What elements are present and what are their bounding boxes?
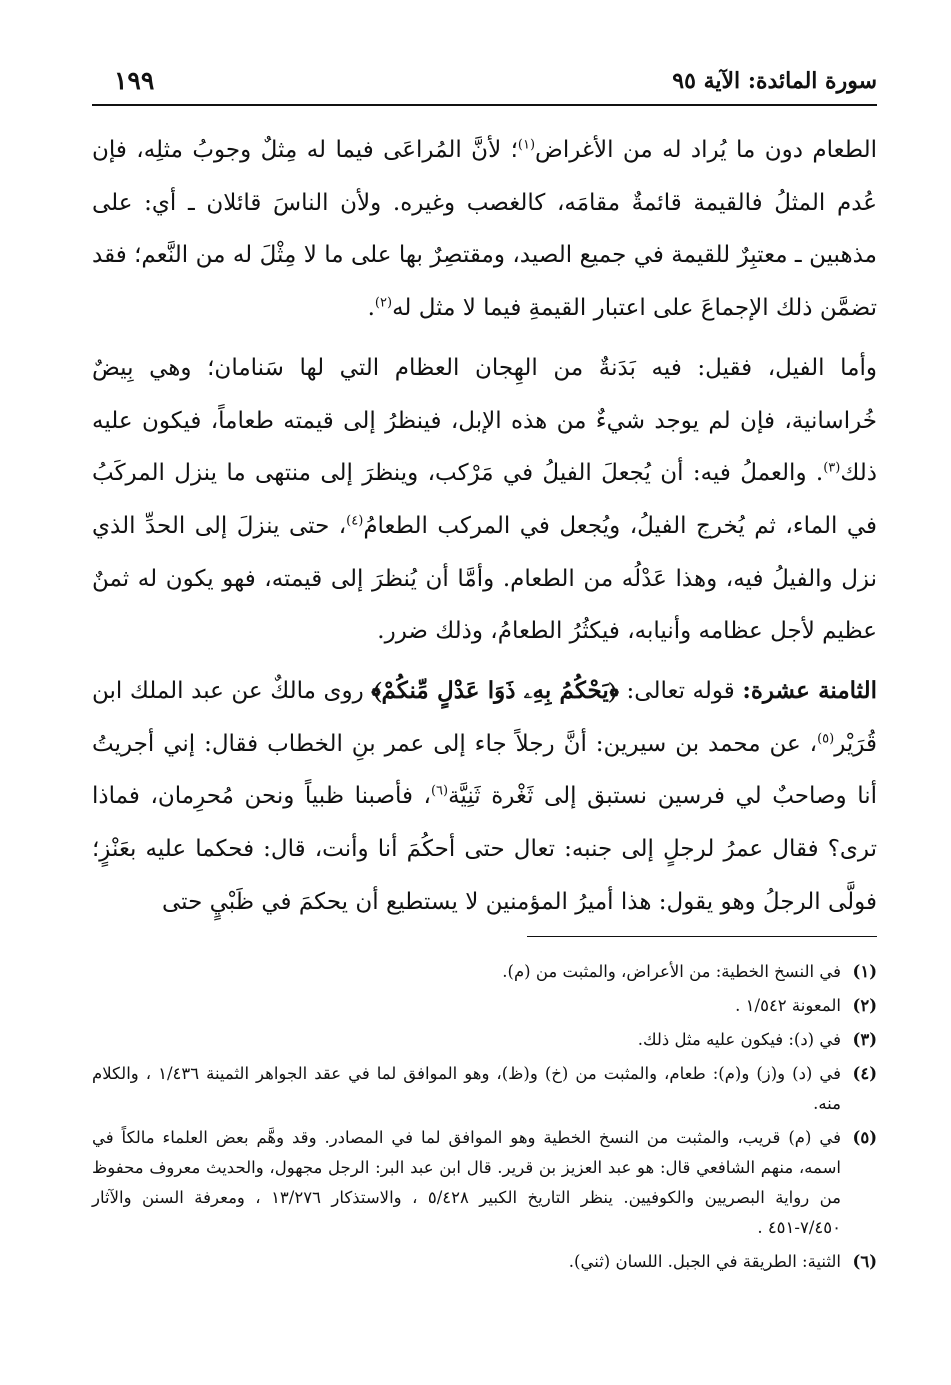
footnote-ref: (٣) (823, 460, 841, 476)
footnote-number: (١) (852, 961, 877, 981)
footnote-ref: (٦) (430, 783, 449, 799)
footnote-ref: (١) (517, 137, 536, 153)
footnote (92, 1059, 877, 1119)
footnote-number: (٣) (852, 1029, 877, 1049)
footnote-text: الثنية: الطريقة في الجبل. اللسان (ثني). (568, 1251, 841, 1271)
footnote-number: (٦) (852, 1251, 877, 1271)
text-run: ، حتى ينزلَ إلى الحدِّ الذي نزل والفيلُ فيه، وهذا عَدْلُه من الطعام. وأمَّا أن يُنظرَ إلى قيمته، فهو يكون له ثمنٌ عظيم لأجل عظامه وأنيابه، فيكثُرُ الطعامُ، وذلك ضرر. (92, 512, 877, 645)
main-text (92, 124, 877, 929)
footnote-text: في (د): فيكون عليه مثل ذلك. (637, 1029, 841, 1049)
text-run: روى مالكٌ عن عبد الملك ابن قُرَيْر (92, 678, 877, 757)
footnote-number: (٥) (852, 1127, 877, 1147)
paragraph (92, 124, 877, 335)
footnote-text: المعونة ١/٥٤٢ . (735, 995, 841, 1015)
quran-quote: ﴿يَحْكُمُ بِهِۦ ذَوَا عَدْلٍ مِّنكُمْ﴾ (371, 677, 619, 705)
footnote (92, 991, 877, 1021)
footnote-text: في النسخ الخطية: من الأعراض، والمثبت من (م). (502, 961, 841, 981)
text-run: ؛ لأنَّ المُراعَى فيما له مِثلٌ وجوبُ مثلِه، فإن عُدم المثلُ فالقيمة قائمةٌ مقامَه، كالغصب وغيره. ولأن الناسَ قائلان ـ أي: على مذهبين ـ معتبِرٌ للقيمة في جميع الصيد، ومقتصِرٌ بها على ما لا مِثْلَ له من النَّعم؛ فقد تضمَّن ذلك الإجماعَ على اعتبار القيمةِ فيما لا مثل له (92, 137, 877, 322)
footnotes (92, 957, 877, 1277)
text-run: ، عن محمد بن سيرين: أنَّ رجلاً جاء إلى عمر بنِ الخطاب فقال: إني أجريتُ أنا وصاحبٌ لي فرسين نستبق إلى ثَغْرة ثَنِيَّة (92, 730, 877, 810)
footnote (92, 1025, 877, 1055)
running-header (92, 60, 877, 106)
footnote-text: في (م) قريب، والمثبت من النسخ الخطية وهو الموافق لما في المصادر. وقد وهَّم بعض العلماء مالكاً في اسمه، منهم الشافعي قال: هو عبد العزيز بن قرير. قال ابن عبد البر: الرجل مجهول، والحديث معروف محفوظ من رواية البصريين والكوفيين. ينظر التاريخ الكبير ٥/٤٢٨ ، والاستذكار ١٣/٢٧٦ ، ومعرفة السنن والآثار ٧/٤٥٠-٤٥١ . (92, 1127, 841, 1237)
surah-verse-title: سورة المائدة: الآية ٩٥ (672, 68, 877, 94)
footnote-ref: (٥) (817, 731, 835, 747)
text-run: وأما الفيل، فقيل: فيه بَدَنةٌ من الهِجان العظام التي لها سَنامان؛ وهي بِيضٌ خُراسانية، فإن لم يوجد شيءٌ من هذه الإبل، فينظرُ إلى قيمته طعاماً، فيكون عليه ذلك (92, 354, 877, 487)
footnote-number: (٢) (852, 995, 877, 1015)
book-page (92, 60, 877, 1281)
issue-heading: الثامنة عشرة: (742, 677, 878, 705)
text-run: . (367, 295, 375, 322)
paragraph (92, 342, 877, 658)
text-run: ، فأصبنا ظبياً ونحن مُحرِمان، فماذا ترى؟ فقال عمرُ لرجلٍ إلى جنبه: تعال حتى أحكُمَ أنا وأنت، قال: فحكما عليه بعَنْزٍ؛ فولَّى الرجلُ وهو يقول: هذا أميرُ المؤمنين لا يستطيع أن يحكمَ في ظَبْيٍ حتى (92, 783, 877, 915)
footnote (92, 1247, 877, 1277)
text-run: . والعملُ فيه: أن يُجعلَ الفيلُ في مَرْكب، وينظرَ إلى منتهى ما ينزل المركَبُ في الماء، ثم يُخرج الفيلُ، ويُجعل في المركب الطعامُ (92, 460, 877, 539)
text-run: قوله تعالى: (618, 678, 743, 705)
footnote-text: في (د) و(ز) و(م): طعام، والمثبت من (خ) و(ظ)، وهو الموافق لما في عقد الجواهر الثمينة ١/٤٣٦ ، والكلام منه. (92, 1063, 842, 1113)
footnote-separator (527, 936, 877, 937)
footnote-ref: (٤) (346, 513, 364, 529)
footnote-number: (٤) (852, 1063, 877, 1083)
page-number: ١٩٩ (114, 66, 155, 95)
footnote-ref: (٢) (374, 295, 393, 311)
paragraph (92, 665, 877, 929)
text-run: الطعام دون ما يُراد له من الأغراض (535, 137, 877, 163)
footnote (92, 1123, 877, 1243)
footnote (92, 957, 877, 987)
